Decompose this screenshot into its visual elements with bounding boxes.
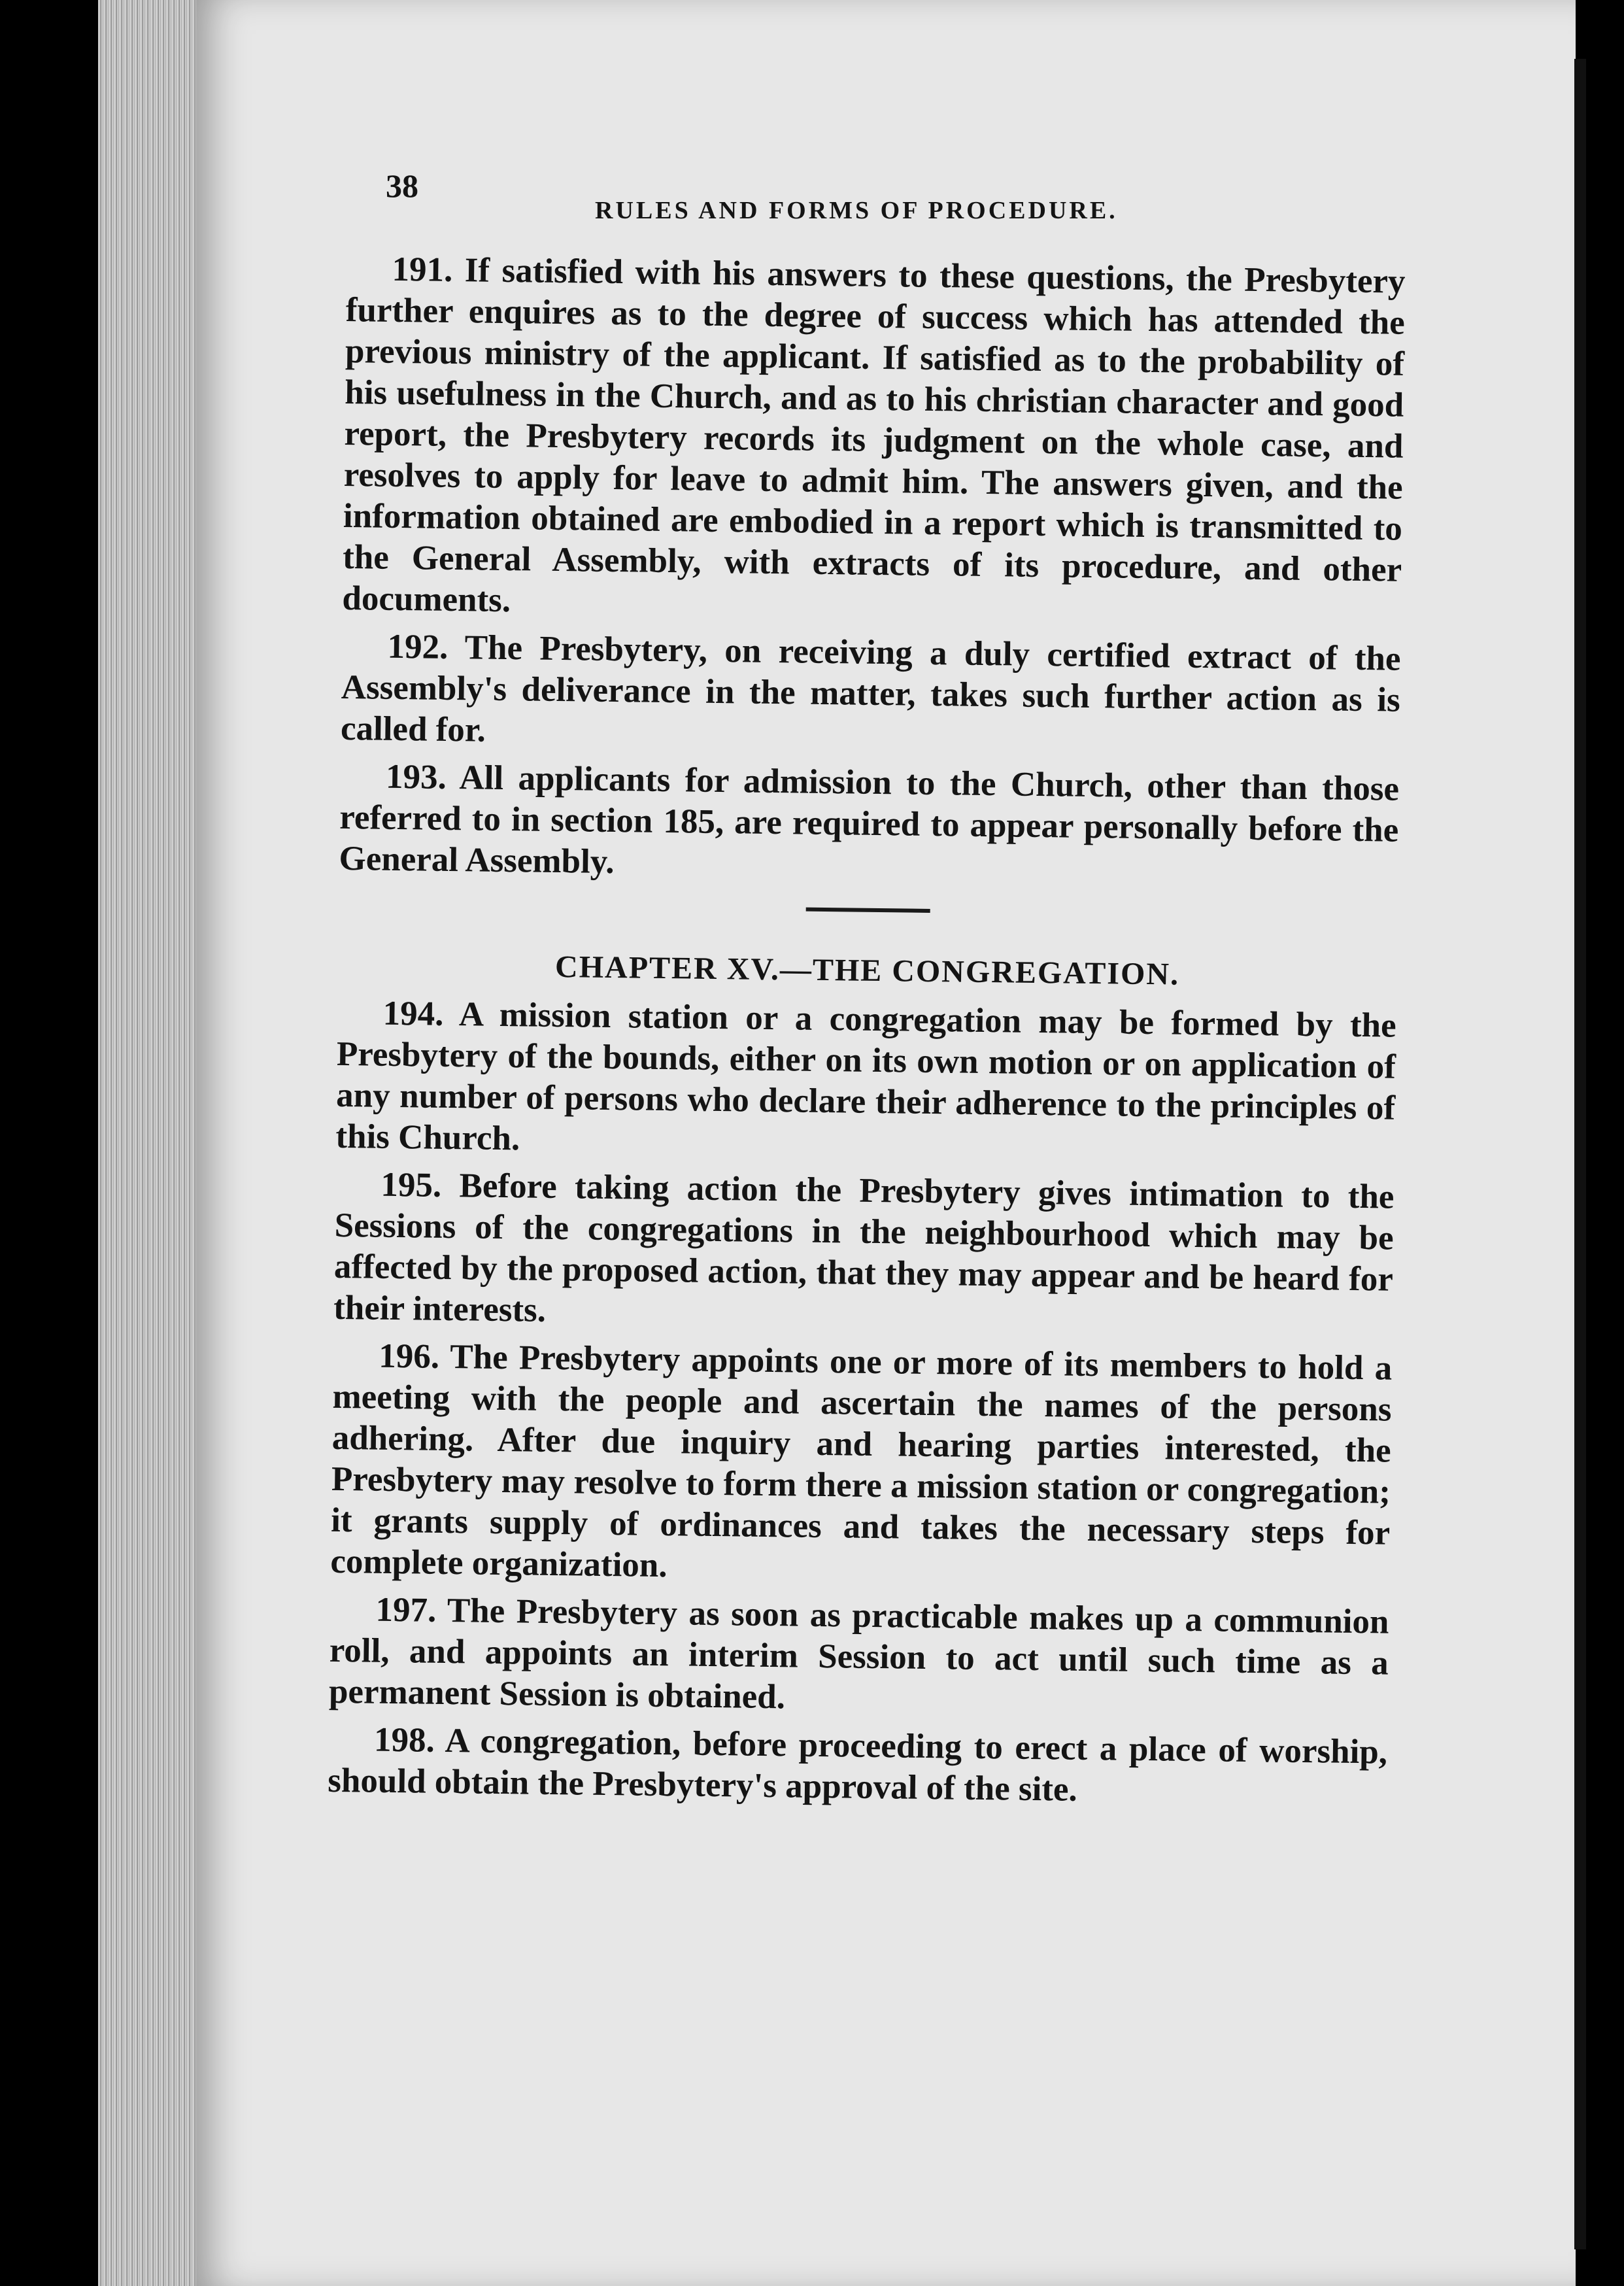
section-text: If satisfied with his answers to these questions, the Presbytery further enquires as to the degree of success which has attended the previous ministry of the applicant. If satisfied as to the probability of his usefulness in the Church, and as to his christian character and good report, the Presbytery records its judgment on the whole case, and resolves to apply for leave to admit him. The answers given, and the information obtained are embodied in a report which is transmitted to the General Assembly, with extracts of its procedure, and other documents.: [342, 251, 1406, 620]
section-196: [330, 1335, 1392, 1595]
section-192: [341, 626, 1401, 762]
section-191: [342, 248, 1406, 632]
section-number: 191.: [392, 250, 453, 289]
section-number: 197.: [375, 1590, 437, 1629]
section-number: 196.: [378, 1337, 440, 1376]
section-193: [339, 756, 1399, 893]
section-197: [329, 1589, 1389, 1726]
page-number: 38: [386, 167, 418, 204]
section-text: Before taking action the Presbytery gives intimation to the Sessions of the congregations in the neighbourhood which may be affected by the proposed action, that they may appear and be heard for their interests.: [333, 1167, 1395, 1329]
section-198: [328, 1719, 1387, 1815]
running-head: RULES AND FORMS OF PROCEDURE.: [595, 197, 1118, 224]
section-number: 192.: [387, 627, 448, 666]
section-text: A mission station or a congregation may be formed by the Presbytery of the bounds, either on its own motion or on application of any number of persons who declare their adherence to the principles of this Church.: [335, 995, 1396, 1158]
section-text: A congregation, before proceeding to erect a place of worship, should obtain the Presbytery's approval of the site.: [328, 1722, 1388, 1809]
section-number: 194.: [382, 994, 444, 1033]
page-right-edge: [1574, 59, 1586, 2249]
book-gutter: [98, 0, 209, 2286]
chapter-title: CHAPTER XV.—THE CONGREGATION.: [554, 949, 1180, 992]
section-number: 193.: [385, 757, 447, 796]
section-text: The Presbytery as soon as practicable makes up a communion roll, and appoints an interim Session to act until such time as a permanent Session is obtained.: [328, 1592, 1389, 1716]
scan-border: [1586, 0, 1624, 2286]
page-content: [328, 248, 1406, 1821]
section-number: 198.: [373, 1720, 435, 1760]
section-text: The Presbytery, on receiving a duly certified extract of the Assembly's deliverance in the matter, takes such further action as is called for.: [340, 628, 1401, 749]
section-194: [335, 993, 1396, 1170]
section-number: 195.: [381, 1165, 442, 1204]
section-text: All applicants for admission to the Church, other than those referred to in section 185, are required to appear personally before the General Assembly.: [339, 759, 1400, 881]
section-195: [333, 1164, 1395, 1342]
section-text: The Presbytery appoints one or more of its members to hold a meeting with the people and ascertain the names of the persons adhering. After due inquiry and hearing parties interested, the Presbytery may resolve to form there a mission station or congregation; it grants supply of ordinances and takes the necessary steps for complete organization.: [330, 1338, 1393, 1585]
section-divider: [806, 908, 930, 913]
